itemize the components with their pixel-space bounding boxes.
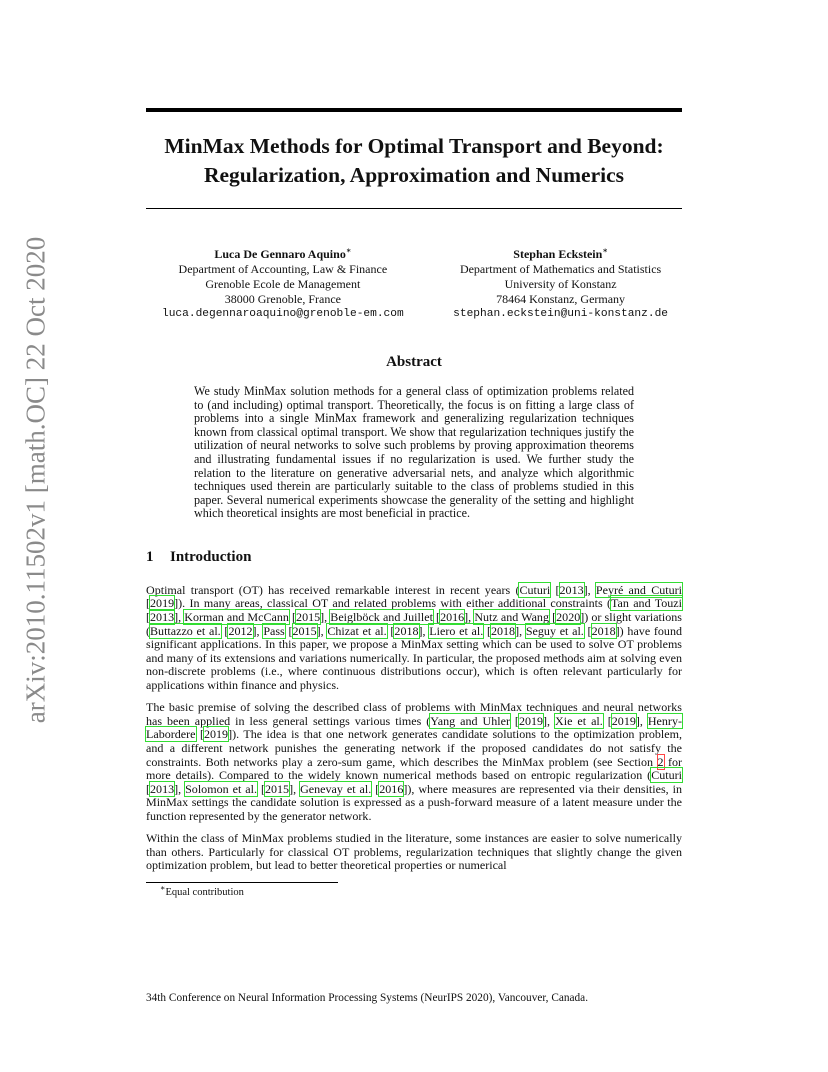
citation-link[interactable]: Yang and Uhler [430, 713, 510, 728]
footnote [146, 883, 682, 898]
author-2-affiliation-2: University of Konstanz [504, 277, 617, 291]
section-reference-link[interactable]: 2 [657, 754, 664, 769]
citation-link[interactable]: 2018 [394, 623, 419, 638]
paper-title [146, 132, 682, 190]
citation-link[interactable]: Beiglböck and Juillet [330, 610, 433, 625]
author-1-affiliation-2: Grenoble Ecole de Management [205, 277, 361, 291]
paper-page [146, 108, 682, 898]
citation-link[interactable]: Cuturi [651, 768, 682, 783]
citation-link[interactable]: 2019 [150, 596, 175, 611]
citation-link[interactable]: Solomon et al. [185, 781, 257, 796]
citation-link[interactable]: Pass [263, 623, 285, 638]
abstract-heading: Abstract [386, 354, 442, 370]
citation-link[interactable]: 2018 [490, 623, 516, 638]
citation-link[interactable]: Liero et al. [429, 623, 484, 638]
citation-link[interactable]: Tan and Touzi [610, 596, 682, 611]
citation-link[interactable]: 2019 [611, 713, 636, 728]
citation-link[interactable]: 2018 [591, 623, 616, 638]
citation-link[interactable]: Cuturi [519, 582, 551, 597]
citation-link[interactable]: 2015 [292, 623, 317, 638]
citation-link[interactable]: Chizat et al. [327, 623, 387, 638]
citation-link[interactable]: 2013 [150, 610, 175, 625]
author-2-address: 78464 Konstanz, Germany [496, 292, 626, 306]
footnote-text: Equal contribution [165, 886, 244, 898]
title-bottom-rule [146, 208, 682, 209]
footnote-mark: ∗ [160, 883, 166, 893]
author-1-email[interactable]: luca.degennaroaquino@grenoble-em.com [162, 308, 404, 320]
author-1-mark: ∗ [345, 246, 352, 255]
abstract-text: We study MinMax solution methods for a general class of optimization problems related to (and including) optimal transport. Theoretically, the focus is on fitting a large class of problems into a single MinMax framework and generalizing regularization techniques known from classical optimal transport. We show that regularization techniques justify the utilization of neural networks to solve such problems by proving approximation theorems and illustrating fundamental issues if no regularization is used. We further study the relation to the literature on generative adversarial nets, and analyze which algorithmic techniques used therein are particularly suitable to the class of problems studied in this paper. Several numerical experiments showcase the generality of the setting and highlight which theoretical insights are most beneficial in practice. [194, 384, 634, 521]
intro-paragraph-1: Optimal transport (OT) has received remarkable interest in recent years (Cuturi [2013], Peyré and Cuturi [2019]). In many areas, classical OT and related problems with either additional constraints (Tan and Touzi [2013], Korman and McCann [2015], Beiglböck and Juillet [2016], Nutz and Wang [2020]) or slight variations (Buttazzo et al. [2012], Pass [2015], Chizat et al. [2018], Liero et al. [2018], Seguy et al. [2018]) have found significant applications. In this paper, we propose a MinMax setting which can be used to solve OT problems and many of its extensions and variations numerically. In particular, the proposed methods aim at solving even non-discrete problems (i.e., where continuous distributions occur), which is often relevant particularly for applications within finance and physics. [146, 582, 683, 692]
title-line-2: Regularization, Approximation and Numerics [203, 163, 625, 187]
section-number: 1 [146, 548, 154, 565]
citation-link[interactable]: 2019 [203, 727, 229, 742]
citation-link[interactable]: Nutz and Wang [474, 610, 549, 625]
citation-link[interactable]: 2019 [518, 713, 544, 728]
citation-link[interactable]: Genevay et al. [300, 781, 372, 796]
author-1 [162, 247, 404, 322]
author-2 [453, 247, 668, 322]
title-line-1: MinMax Methods for Optimal Transport and Beyond: [164, 134, 664, 158]
citation-link[interactable]: 2015 [296, 610, 321, 625]
citation-link[interactable]: Henry-Labordere [146, 713, 682, 742]
citation-link[interactable]: Xie et al. [555, 713, 603, 728]
intro-paragraph-3: Within the class of MinMax problems studied in the literature, some instances are easier to solve numerically than others. Particularly for classical OT problems, regularization techniques that slightly change the given optimization problem, but lead to better theoretical properties or numerical [146, 831, 682, 873]
citation-link[interactable]: 2016 [379, 781, 404, 796]
citation-link[interactable]: 2020 [556, 610, 581, 625]
title-top-rule [146, 108, 682, 112]
citation-link[interactable]: 2012 [228, 623, 253, 638]
arxiv-identifier: arXiv:2010.11502v1 [math.OC] 22 Oct 2020 [20, 236, 51, 724]
citation-link[interactable]: 2015 [264, 781, 290, 796]
author-2-affiliation-1: Department of Mathematics and Statistics [459, 262, 662, 276]
citation-link[interactable]: Buttazzo et al. [150, 623, 221, 638]
author-1-affiliation-1: Department of Accounting, Law & Finance [178, 262, 388, 276]
author-2-mark: ∗ [602, 246, 608, 255]
section-heading [146, 549, 682, 566]
citation-link[interactable]: Seguy et al. [525, 623, 584, 638]
citation-link[interactable]: 2013 [559, 582, 584, 597]
intro-paragraph-2: The basic premise of solving the described class of problems with MinMax techniques and neural networks has been applied in less general settings various times (Yang and Uhler [2019], Xie et al. [2019], Henry-Labordere [2019]). The idea is that one network generates candidate solutions to the optimization problem, and a different network punishes the generating network if the proposed candidates do not satisfy the constraints. Both networks play a zero-sum game, which describes the MinMax problem (see Section 2 for more details). Compared to the widely known numerical methods based on entropic regularization (Cuturi [2013], Solomon et al. [2015], Genevay et al. [2016]), where measures are represented via their densities, in MinMax settings the candidate solution is expressed as a push-forward measure of a latent measure under the function represented by the generator network. [146, 700, 682, 823]
conference-footer: 34th Conference on Neural Information Processing Systems (NeurIPS 2020), Vancouver, Canada. [146, 992, 589, 1004]
citation-link[interactable]: 2016 [440, 610, 465, 625]
citation-link[interactable]: Korman and McCann [184, 610, 289, 625]
author-1-name: Luca De Gennaro Aquino [214, 247, 346, 261]
author-1-address: 38000 Grenoble, France [224, 292, 341, 306]
citation-link[interactable]: 2013 [150, 781, 175, 796]
footnote-rule [146, 882, 338, 883]
section-title: Introduction [170, 548, 252, 565]
citation-link[interactable]: Peyré and Cuturi [595, 582, 682, 597]
author-2-email[interactable]: stephan.eckstein@uni-konstanz.de [453, 308, 668, 320]
author-2-name: Stephan Eckstein [513, 247, 603, 261]
author-block [146, 247, 682, 322]
